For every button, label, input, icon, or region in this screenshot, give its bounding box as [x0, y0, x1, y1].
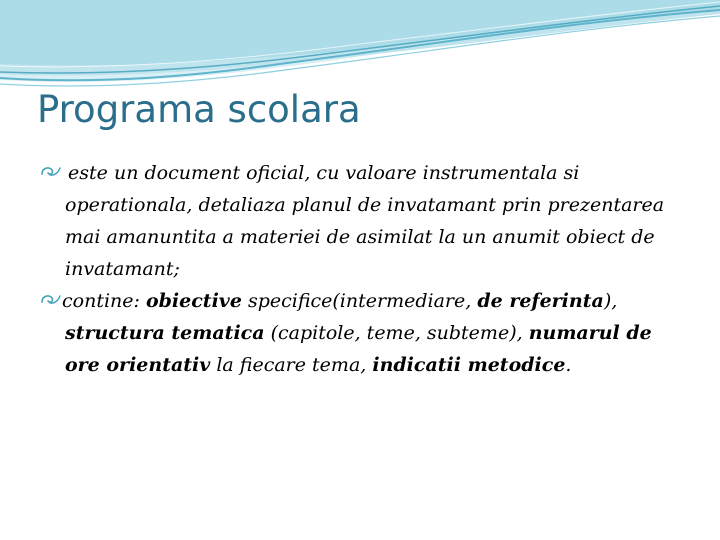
- term-structura-tematica: structura tematica: [65, 322, 265, 344]
- bullet-text-end: .: [565, 354, 572, 376]
- term-obiective: obiective: [145, 290, 242, 312]
- bullet-text: este un document oficial, cu valoare instrumentala si operationala, detaliaza planul de invatamant prin prezentarea mai amanuntita a materiei de asimilat la un anumit obiect de invatamant;: [62, 162, 665, 280]
- swirl-bullet-icon: [40, 164, 62, 178]
- slide-body: [40, 157, 690, 381]
- term-de-referinta: de referinta: [477, 290, 604, 312]
- bullet-text-specifice: specifice(intermediare,: [241, 290, 478, 312]
- bullet-item: [40, 157, 690, 285]
- slide-title: Programa scolara: [37, 88, 361, 131]
- bullet-item: [40, 285, 690, 381]
- term-indicatii-metodice: indicatii metodice: [372, 354, 566, 376]
- bullet-text-capitole: (capitole, teme, subteme),: [264, 322, 529, 344]
- term-numarul-de-ore: numarul de ore orientativ: [65, 322, 652, 376]
- bullet-text-separator: ),: [603, 290, 618, 312]
- header-wave-decoration: [0, 0, 720, 95]
- swirl-bullet-icon: [40, 292, 62, 306]
- bullet-text-la-fiecare: la fiecare tema,: [210, 354, 373, 376]
- bullet-text-intro: contine:: [62, 290, 146, 312]
